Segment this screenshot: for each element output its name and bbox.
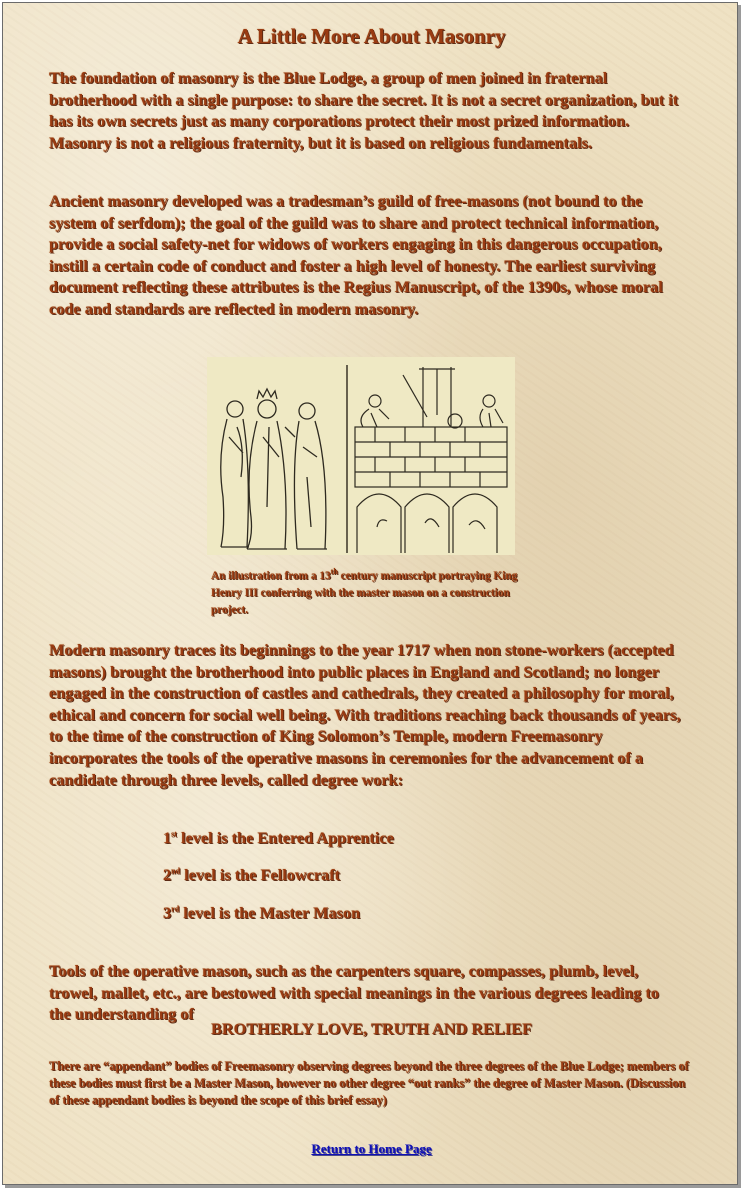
paragraph-tools: Tools of the operative mason, such as the carpenters square, compasses, plumb, level, trowel, mallet, etc., are bestowed with special meanings in the various degrees leading to the understanding of: [49, 961, 660, 1024]
king-and-masons-drawing: [207, 357, 515, 555]
home-link-container: [0, 1141, 743, 1157]
paragraph-modern-masonry: Modern masonry traces its beginnings to the year 1717 when non stone-workers (accepted masons) brought the brotherhood into public places in England and Scotland; no longer engaged in the construction of castles and cathedrals, they created a philosophy for moral, ethical and concern for social well being. With traditions reaching back thousands of years, to the time of the construction of King Solomon’s Temple, modern Freemasonry incorporates the tools of the operative masons in ceremonies for the advancement of a candidate through three levels, called degree work:: [49, 640, 681, 789]
appendant-bodies-note: There are “appendant” bodies of Freemasonry observing degrees beyond the three degrees of the Blue Lodge; members of these bodies must first be a Master Mason, however no other degree “out ranks” the degree of Master Mason. (Discussion of these appendant bodies is beyond the scope of this brief essay): [49, 1059, 689, 1107]
figure-caption: An illustration from a 13th century manuscript portraying King Henry III conferring with the master mason on a construction project.: [211, 567, 518, 616]
degree-entered-apprentice: 1st level is the Entered Apprentice: [163, 828, 394, 847]
paragraph-ancient-masonry: Ancient masonry developed was a tradesman’s guild of free-masons (not bound to the system of serfdom); the goal of the guild was to share and protect technical information, provide a social safety-net for widows of workers engaging in this dangerous occupation, instill a certain code of conduct and foster a high level of honesty. The earliest surviving document reflecting these attributes is the Regius Manuscript, of the 1390s, whose moral code and standards are reflected in modern masonry.: [49, 191, 663, 318]
page-title: A Little More About Masonry: [237, 24, 506, 48]
degree-master-mason: 3rd level is the Master Mason: [163, 903, 361, 922]
manuscript-illustration: [207, 357, 515, 555]
motto-heading: BROTHERLY LOVE, TRUTH AND RELIEF: [210, 1019, 533, 1038]
return-home-link[interactable]: Return to Home Page: [311, 1141, 432, 1156]
degree-fellowcraft: 2nd level is the Fellowcraft: [163, 865, 341, 884]
paragraph-blue-lodge: The foundation of masonry is the Blue Lodge, a group of men joined in fraternal brotherhood with a single purpose: to share the secret. It is not a secret organization, but it has its own secrets just as many corporations protect their most prized information. Masonry is not a religious fraternity, but it is based on religious fundamentals.: [49, 68, 679, 152]
